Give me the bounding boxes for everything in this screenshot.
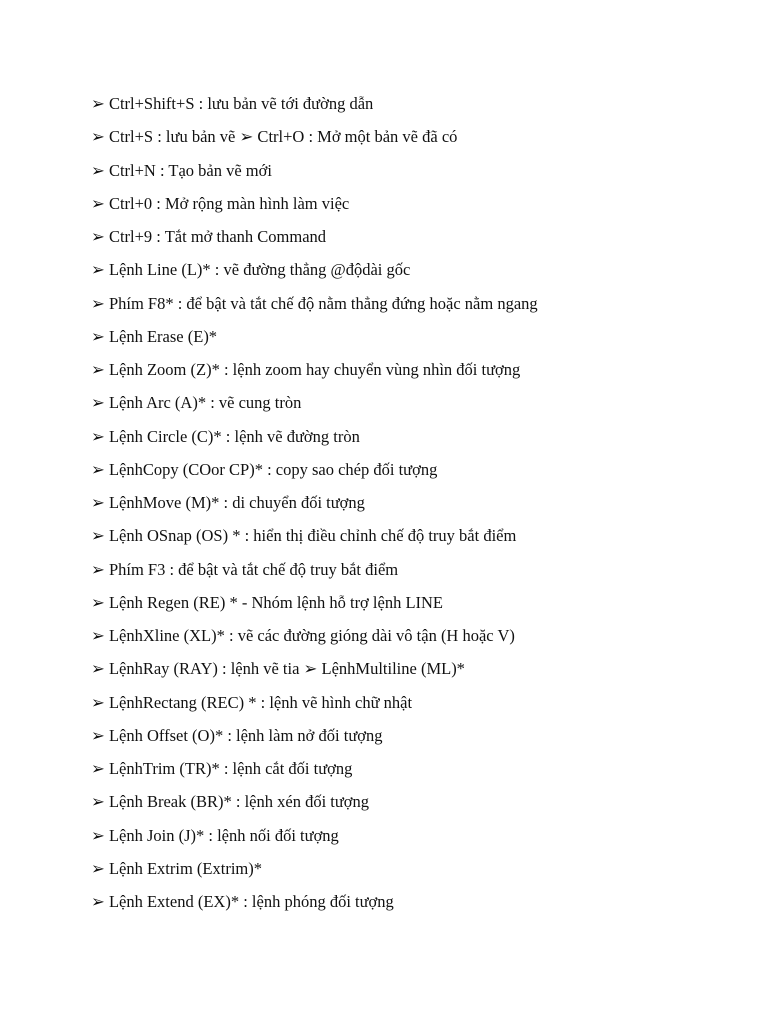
command-line: ➢ Ctrl+0 : Mở rộng màn hình làm việc <box>91 193 350 213</box>
command-line: ➢ Lệnh Circle (C)* : lệnh vẽ đường tròn <box>91 426 360 446</box>
command-line: ➢ Ctrl+S : lưu bản vẽ ➢ Ctrl+O : Mở một bản vẽ đã có <box>91 127 458 147</box>
command-line: ➢ Phím F8* : để bật và tắt chế độ nằm thẳng đứng hoặc nằm ngang <box>91 293 538 313</box>
command-line: ➢ Lệnh Line (L)* : vẽ đường thẳng @độdài gốc <box>91 260 411 280</box>
command-line: ➢ LệnhCopy (COor CP)* : copy sao chép đối tượng <box>91 459 438 479</box>
command-line: ➢ Ctrl+Shift+S : lưu bản vẽ tới đường dẫn <box>91 94 374 113</box>
command-line: ➢ Ctrl+9 : Tắt mở thanh Command <box>91 227 327 246</box>
command-list <box>91 90 538 921</box>
command-line: ➢ LệnhMove (M)* : di chuyển đối tượng <box>91 493 365 512</box>
command-line: ➢ Phím F3 : để bật và tắt chế độ truy bắt điểm <box>91 559 399 579</box>
command-line: ➢ LệnhTrim (TR)* : lệnh cắt đối tượng <box>91 759 353 778</box>
command-line: ➢ Lệnh Erase (E)* <box>91 326 218 346</box>
command-line: ➢ Lệnh Zoom (Z)* : lệnh zoom hay chuyển vùng nhìn đối tượng <box>91 360 521 379</box>
command-line: ➢ Lệnh OSnap (OS) * : hiển thị điều chỉnh chế độ truy bắt điểm <box>91 526 517 546</box>
command-line: ➢ Lệnh Join (J)* : lệnh nối đối tượng <box>91 825 339 845</box>
command-line: ➢ LệnhXline (XL)* : vẽ các đường gióng dài vô tận (H hoặc V) <box>91 626 515 645</box>
command-line: ➢ Lệnh Break (BR)* : lệnh xén đối tượng <box>91 792 370 812</box>
command-line: ➢ Lệnh Regen (RE) * - Nhóm lệnh hỗ trợ lệnh LINE <box>91 592 444 612</box>
command-line: ➢ LệnhRay (RAY) : lệnh vẽ tia ➢ LệnhMultiline (ML)* <box>91 659 465 679</box>
command-line: ➢ Lệnh Offset (O)* : lệnh làm nở đối tượng <box>91 725 383 745</box>
command-line: ➢ Ctrl+N : Tạo bản vẽ mới <box>91 160 272 180</box>
command-line: ➢ Lệnh Extrim (Extrim)* <box>91 858 262 878</box>
command-line: ➢ Lệnh Extend (EX)* : lệnh phóng đối tượng <box>91 892 394 911</box>
command-line: ➢ Lệnh Arc (A)* : vẽ cung tròn <box>91 393 302 413</box>
command-line: ➢ LệnhRectang (REC) * : lệnh vẽ hình chữ nhật <box>91 692 413 712</box>
